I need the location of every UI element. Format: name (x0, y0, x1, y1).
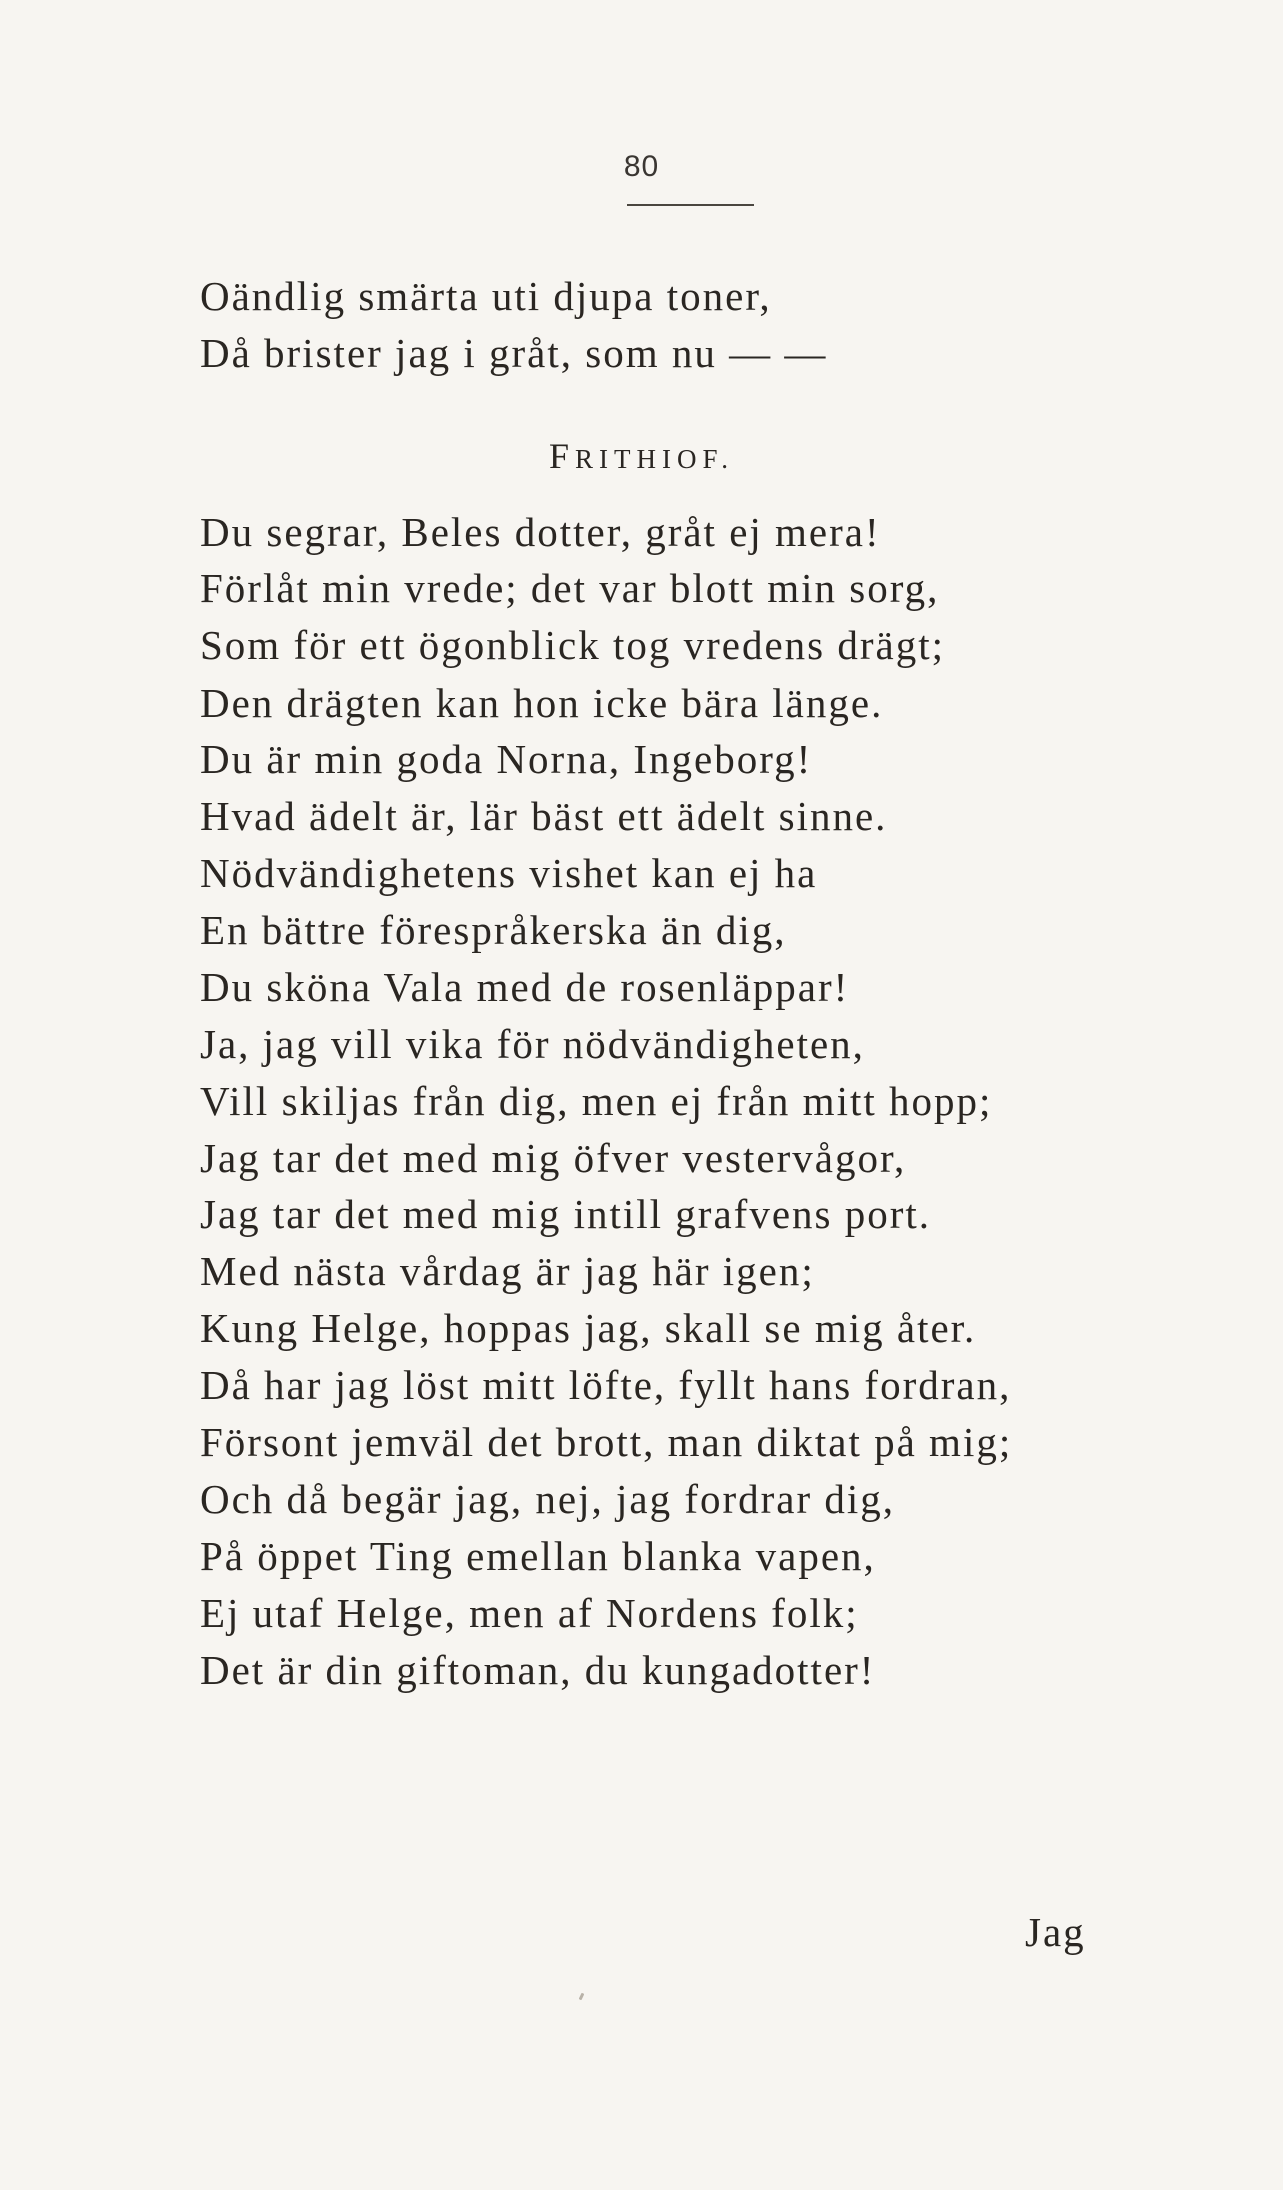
verse-line: På öppet Ting emellan blanka vapen, (200, 1533, 876, 1579)
verse-line: Jag tar det med mig intill grafvens port. (200, 1191, 932, 1237)
verse-line: Den drägten kan hon icke bära länge. (200, 680, 884, 726)
verse-line: Med nästa vårdag är jag här igen; (200, 1248, 815, 1294)
verse-line: Försont jemväl det brott, man diktat på mig; (200, 1419, 1013, 1465)
catchword: Jag (1025, 1909, 1086, 1955)
page-number: 80 (623, 150, 660, 183)
paper-speck (579, 1993, 585, 2001)
verse-line: Då brister jag i gråt, som nu — — (200, 330, 828, 376)
verse-line: En bättre förespråkerska än dig, (200, 907, 787, 953)
speaker-initial: F (548, 436, 575, 476)
verse-line: Ja, jag vill vika för nödvändigheten, (200, 1021, 865, 1067)
verse-line: Det är din giftoman, du kungadotter! (200, 1647, 876, 1693)
verse-line: Förlåt min vrede; det var blott min sorg, (200, 565, 940, 611)
verse-line: Vill skiljas från dig, men ej från mitt hopp; (200, 1078, 993, 1124)
speaker-name (0, 438, 1283, 474)
verse-line: Hvad ädelt är, lär bäst ett ädelt sinne. (200, 793, 888, 839)
verse-line: Jag tar det med mig öfver vestervågor, (200, 1135, 907, 1181)
verse-line: Och då begär jag, nej, jag fordrar dig, (200, 1476, 896, 1522)
verse-line: Då har jag löst mitt löfte, fyllt hans fordran, (200, 1362, 1012, 1408)
verse-line: Ej utaf Helge, men af Nordens folk; (200, 1590, 859, 1636)
verse-line: Nödvändighetens vishet kan ej ha (200, 850, 818, 896)
verse-line: Oändlig smärta uti djupa toner, (200, 273, 772, 319)
verse-line: Kung Helge, hoppas jag, skall se mig åter. (200, 1305, 977, 1351)
header-rule (627, 204, 754, 206)
verse-line: Du segrar, Beles dotter, gråt ej mera! (200, 509, 881, 555)
verse-line: Som för ett ögonblick tog vredens drägt; (200, 622, 945, 668)
verse-line: Du är min goda Norna, Ingeborg! (200, 736, 813, 782)
verse-line: Du sköna Vala med de rosenläppar! (200, 964, 850, 1010)
speaker-rest: RITHIOF. (574, 444, 735, 474)
